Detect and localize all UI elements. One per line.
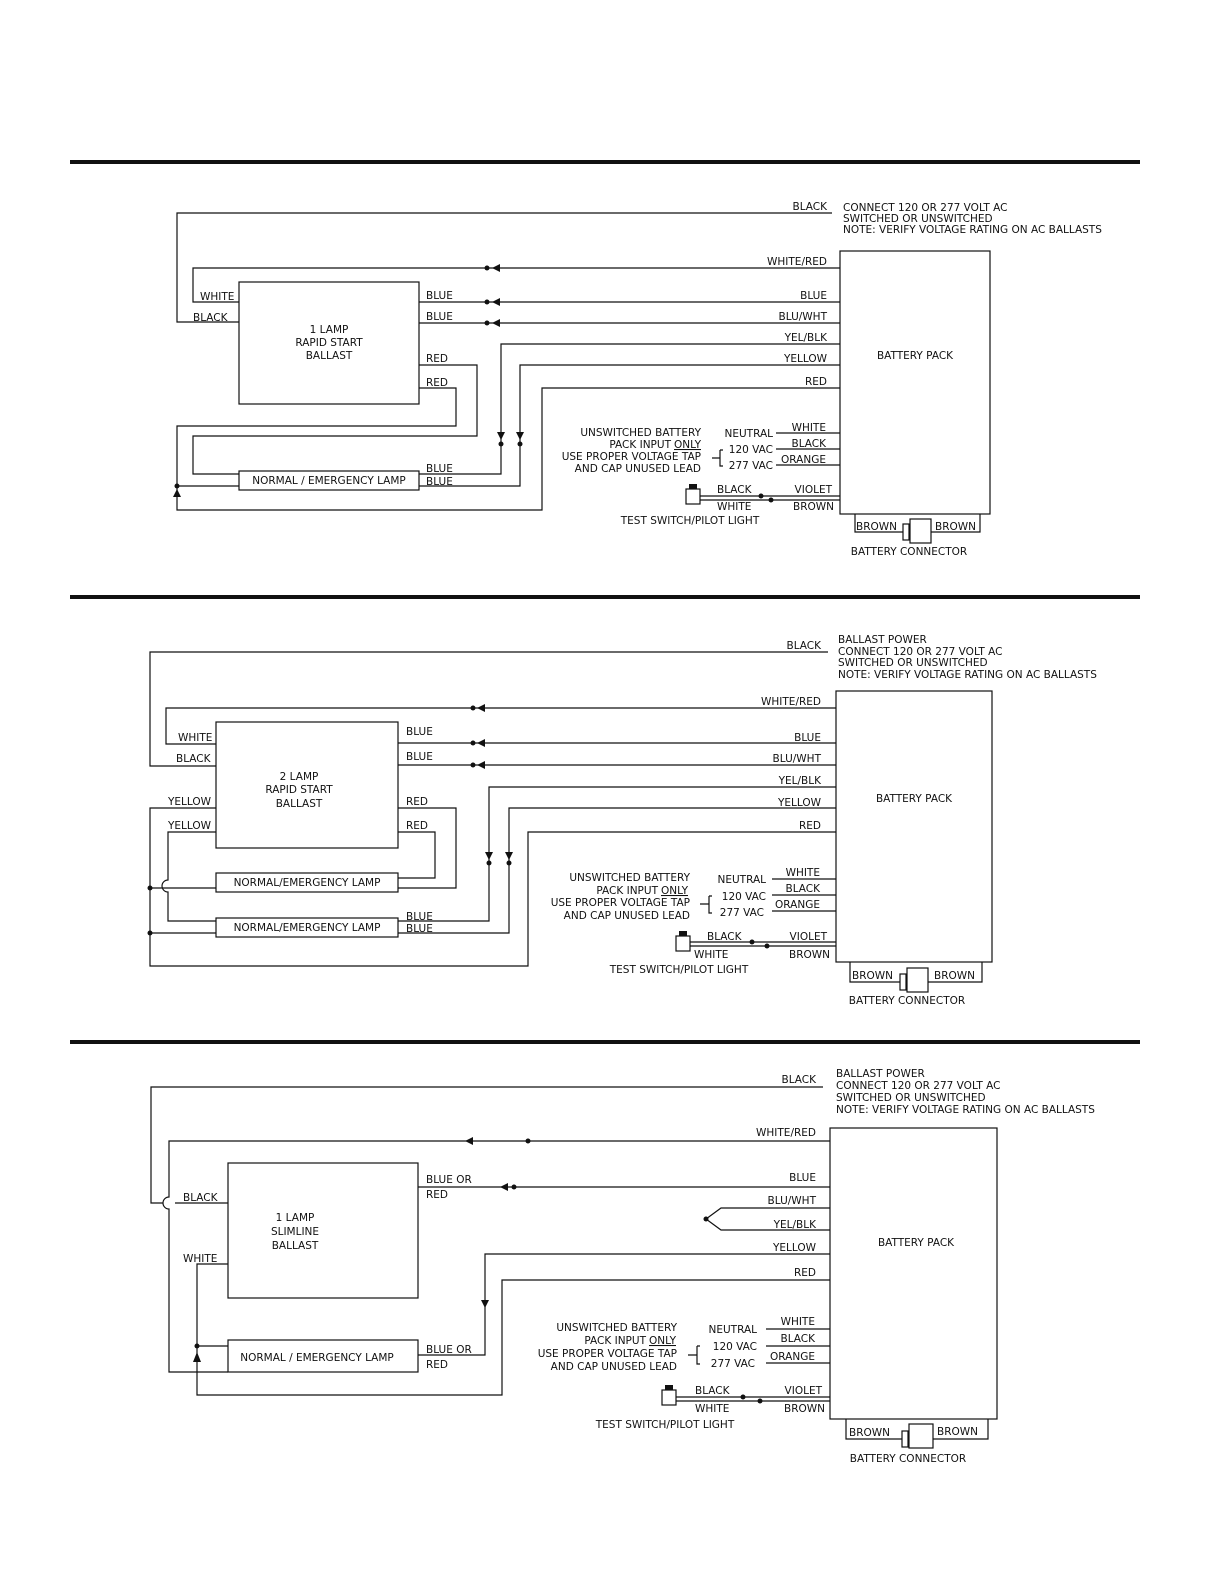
- junction-blue: [485, 300, 490, 305]
- lamp-blue-or: BLUE OR: [426, 1344, 472, 1356]
- arrow-blue: [500, 1183, 508, 1191]
- tap-120: 120 VAC: [721, 891, 766, 903]
- lamp-blue-1: BLUE: [406, 911, 433, 923]
- wire-label-violet: VIOLET: [789, 931, 827, 943]
- ballast-blue-2: BLUE: [406, 751, 433, 763]
- junction-yel-blk: [499, 442, 504, 447]
- battery-pack-label: BATTERY PACK: [876, 350, 954, 362]
- sw-white: WHITE: [717, 501, 752, 513]
- wire-label-brown: BROWN: [788, 949, 830, 961]
- ballast-red-2: RED: [426, 377, 449, 389]
- sw-black: BLACK: [717, 484, 752, 496]
- ballast-label-line-3: BALLAST: [271, 1240, 319, 1252]
- arrow-red: [193, 1352, 201, 1362]
- junction-white-red: [526, 1139, 531, 1144]
- junction-white-red: [485, 266, 490, 271]
- note-line-2: CONNECT 120 OR 277 VOLT AC: [838, 646, 1003, 658]
- ballast-blue-1: BLUE: [406, 726, 433, 738]
- wire-label-yel-blk: YEL/BLK: [778, 775, 821, 787]
- ballast-red: RED: [426, 1189, 449, 1201]
- arrow-yellow: [481, 1300, 489, 1308]
- unswitched-line-4: AND CAP UNUSED LEAD: [563, 910, 690, 922]
- wire-label-black-input: BLACK: [781, 1074, 816, 1086]
- junction-violet: [750, 940, 755, 945]
- conn-brown-left: BROWN: [852, 970, 894, 982]
- ballast-blue-1: BLUE: [426, 290, 453, 302]
- tap-orange: ORANGE: [781, 454, 826, 466]
- ballast-red-1: RED: [406, 796, 429, 808]
- tap-neutral: NEUTRAL: [708, 1324, 757, 1336]
- wire-label-red: RED: [793, 1267, 816, 1279]
- tap-277: 277 VAC: [728, 460, 773, 472]
- wire-label-red: RED: [804, 376, 827, 388]
- lamp-label: NORMAL / EMERGENCY LAMP: [252, 475, 406, 487]
- wire-label-brown: BROWN: [783, 1403, 825, 1415]
- note-line-3: SWITCHED OR UNSWITCHED: [836, 1092, 986, 1104]
- arrow-blue: [477, 739, 485, 747]
- ballast-black-label: BLACK: [193, 312, 228, 324]
- note-line-2: CONNECT 120 OR 277 VOLT AC: [836, 1080, 1001, 1092]
- wire-label-black-input: BLACK: [792, 201, 827, 213]
- test-switch-button-icon: [689, 484, 697, 489]
- battery-pack-label: BATTERY PACK: [875, 793, 953, 805]
- ballast-yellow-2: YELLOW: [168, 820, 212, 832]
- unswitched-line-4: AND CAP UNUSED LEAD: [550, 1361, 677, 1373]
- wire-label-yellow: YELLOW: [783, 353, 827, 365]
- junction-blu-wht: [485, 321, 490, 326]
- ballast-label-line-1: 1 LAMP: [275, 1212, 315, 1224]
- ballast-label-line-1: 1 LAMP: [309, 324, 349, 336]
- tap-black: BLACK: [780, 1333, 815, 1345]
- note-line-1: BALLAST POWER: [836, 1068, 925, 1080]
- diagram-1: [173, 201, 1102, 558]
- test-switch-button-icon: [679, 931, 687, 936]
- note-line-1: CONNECT 120 OR 277 VOLT AC: [843, 202, 1008, 214]
- lamp-label-1: NORMAL/EMERGENCY LAMP: [233, 877, 381, 889]
- unswitched-line-2: PACK INPUT: [609, 439, 671, 451]
- tap-white: WHITE: [791, 422, 826, 434]
- connector-socket: [909, 1424, 933, 1448]
- lamp-blue-2: BLUE: [406, 923, 433, 935]
- tap-black: BLACK: [791, 438, 826, 450]
- unswitched-only: ONLY: [661, 885, 688, 897]
- junction-violet: [759, 494, 764, 499]
- wire-label-blue: BLUE: [789, 1172, 816, 1184]
- ballast-white-label: WHITE: [183, 1253, 218, 1265]
- note-line-2: SWITCHED OR UNSWITCHED: [843, 213, 993, 225]
- lamp-blue-2: BLUE: [426, 476, 453, 488]
- ballast-yellow-1: YELLOW: [168, 796, 212, 808]
- conn-brown-right: BROWN: [937, 1426, 979, 1438]
- sw-white: WHITE: [694, 949, 729, 961]
- test-switch-body: [686, 489, 700, 504]
- ballast-blue-or: BLUE OR: [426, 1174, 472, 1186]
- unswitched-line-4: AND CAP UNUSED LEAD: [574, 463, 701, 475]
- tap-120: 120 VAC: [712, 1341, 757, 1353]
- wire-label-white-red: WHITE/RED: [761, 696, 821, 708]
- wire-label-white-red: WHITE/RED: [767, 256, 827, 268]
- unswitched-only: ONLY: [674, 439, 701, 451]
- conn-brown-right: BROWN: [934, 970, 976, 982]
- ballast-blue-2: BLUE: [426, 311, 453, 323]
- tap-277: 277 VAC: [710, 1358, 755, 1370]
- unswitched-line-3: USE PROPER VOLTAGE TAP: [537, 1348, 677, 1360]
- conn-brown-right: BROWN: [935, 521, 977, 533]
- battery-pack-box: [830, 1128, 997, 1419]
- sw-black: BLACK: [695, 1385, 730, 1397]
- test-switch-label: TEST SWITCH/PILOT LIGHT: [609, 964, 749, 976]
- tap-277: 277 VAC: [719, 907, 764, 919]
- ballast-red-1: RED: [426, 353, 449, 365]
- arrow-red: [173, 489, 181, 497]
- junction-brown: [769, 498, 774, 503]
- tap-neutral: NEUTRAL: [717, 874, 766, 886]
- note-line-3: SWITCHED OR UNSWITCHED: [838, 657, 988, 669]
- sw-black: BLACK: [707, 931, 742, 943]
- tap-orange: ORANGE: [775, 899, 820, 911]
- battery-pack-box: [836, 691, 992, 962]
- lamp-red: RED: [426, 1359, 449, 1371]
- connector-plug: [900, 974, 906, 990]
- junction-capped: [704, 1217, 709, 1222]
- tap-black: BLACK: [785, 883, 820, 895]
- tap-white: WHITE: [780, 1316, 815, 1328]
- arrow-yel-blk: [485, 852, 493, 860]
- wire-label-blue: BLUE: [800, 290, 827, 302]
- wire-label-violet: VIOLET: [794, 484, 832, 496]
- ballast-label-line-2: RAPID START: [295, 337, 363, 349]
- unswitched-line-3: USE PROPER VOLTAGE TAP: [561, 451, 701, 463]
- junction-brown: [765, 944, 770, 949]
- test-switch-label: TEST SWITCH/PILOT LIGHT: [595, 1419, 735, 1431]
- wire-ballast-white: [197, 1264, 228, 1346]
- junction-red-2: [148, 931, 153, 936]
- unswitched-line-1: UNSWITCHED BATTERY: [556, 1322, 677, 1334]
- connector-socket: [910, 519, 931, 543]
- ballast-white-label: WHITE: [178, 732, 213, 744]
- diagram-3: [151, 1068, 1095, 1465]
- test-switch-body: [662, 1390, 676, 1405]
- ballast-label-line-2: RAPID START: [265, 784, 333, 796]
- ballast-black-label: BLACK: [176, 753, 211, 765]
- junction-violet: [741, 1395, 746, 1400]
- conn-brown-left: BROWN: [856, 521, 898, 533]
- junction-yel-blk: [487, 861, 492, 866]
- battery-connector-label: BATTERY CONNECTOR: [849, 1453, 967, 1465]
- unswitched-line-2: PACK INPUT: [596, 885, 658, 897]
- note-line-1: BALLAST POWER: [838, 634, 927, 646]
- unswitched-only: ONLY: [649, 1335, 676, 1347]
- arrow-white-red: [465, 1137, 473, 1145]
- diagram-2: [148, 634, 1098, 1007]
- tap-bracket: [688, 1346, 700, 1364]
- unswitched-line-1: UNSWITCHED BATTERY: [569, 872, 690, 884]
- wire-ballast-red-2: [398, 832, 435, 878]
- arrow-yel-blk: [497, 432, 505, 440]
- wire-label-blu-wht: BLU/WHT: [772, 753, 821, 765]
- ballast-white-label: WHITE: [200, 291, 235, 303]
- tap-bracket: [712, 450, 723, 466]
- wire-label-red: RED: [798, 820, 821, 832]
- unswitched-line-1: UNSWITCHED BATTERY: [580, 427, 701, 439]
- test-switch-wires: [676, 1397, 830, 1401]
- tap-white: WHITE: [785, 867, 820, 879]
- arrow-yellow: [516, 432, 524, 440]
- wire-label-white-red: WHITE/RED: [756, 1127, 816, 1139]
- battery-pack-label: BATTERY PACK: [877, 1237, 955, 1249]
- lamp-blue-1: BLUE: [426, 463, 453, 475]
- junction-blu-wht: [471, 763, 476, 768]
- sw-white: WHITE: [695, 1403, 730, 1415]
- connector-socket: [907, 968, 928, 992]
- wire-label-yel-blk: YEL/BLK: [773, 1219, 816, 1231]
- note-line-4: NOTE: VERIFY VOLTAGE RATING ON AC BALLASTS: [838, 669, 1097, 681]
- ballast-label-line-3: BALLAST: [305, 350, 353, 362]
- junction-yellow: [507, 861, 512, 866]
- wire-ballast-yellow-2: [162, 832, 216, 921]
- arrow-white-red: [477, 704, 485, 712]
- arrow-blue: [492, 298, 500, 306]
- battery-connector-label: BATTERY CONNECTOR: [848, 995, 966, 1007]
- lamp-label: NORMAL / EMERGENCY LAMP: [240, 1352, 394, 1364]
- junction-blue: [512, 1185, 517, 1190]
- arrow-blu-wht: [477, 761, 485, 769]
- arrow-blu-wht: [492, 319, 500, 327]
- ballast-black-label: BLACK: [183, 1192, 218, 1204]
- wire-label-violet: VIOLET: [784, 1385, 822, 1397]
- wire-label-yellow: YELLOW: [777, 797, 821, 809]
- tap-120: 120 VAC: [728, 444, 773, 456]
- arrow-white-red: [492, 264, 500, 272]
- wire-label-blu-wht: BLU/WHT: [767, 1195, 816, 1207]
- test-switch-button-icon: [665, 1385, 673, 1390]
- wire-label-black-input: BLACK: [786, 640, 821, 652]
- tap-orange: ORANGE: [770, 1351, 815, 1363]
- lamp-label-2: NORMAL/EMERGENCY LAMP: [233, 922, 381, 934]
- unswitched-line-3: USE PROPER VOLTAGE TAP: [550, 897, 690, 909]
- wire-label-brown: BROWN: [792, 501, 834, 513]
- junction-white-red: [471, 706, 476, 711]
- junction-blue: [471, 741, 476, 746]
- unswitched-line-2: PACK INPUT: [584, 1335, 646, 1347]
- wire-label-blu-wht: BLU/WHT: [778, 311, 827, 323]
- tap-bracket: [700, 896, 712, 913]
- ballast-label-line-1: 2 LAMP: [279, 771, 319, 783]
- conn-brown-left: BROWN: [849, 1427, 891, 1439]
- note-line-3: NOTE: VERIFY VOLTAGE RATING ON AC BALLASTS: [843, 224, 1102, 236]
- connector-plug: [902, 1431, 908, 1447]
- arrow-yellow: [505, 852, 513, 860]
- test-switch-label: TEST SWITCH/PILOT LIGHT: [620, 515, 760, 527]
- junction-yellow: [518, 442, 523, 447]
- wire-label-yel-blk: YEL/BLK: [784, 332, 827, 344]
- tap-neutral: NEUTRAL: [724, 428, 773, 440]
- battery-pack-box: [840, 251, 990, 514]
- ballast-red-2: RED: [406, 820, 429, 832]
- connector-plug: [903, 524, 909, 540]
- junction-brown: [758, 1399, 763, 1404]
- battery-connector-label: BATTERY CONNECTOR: [850, 546, 968, 558]
- wire-label-blue: BLUE: [794, 732, 821, 744]
- ballast-label-line-3: BALLAST: [275, 798, 323, 810]
- test-switch-body: [676, 936, 690, 951]
- ballast-box: [228, 1163, 418, 1298]
- ballast-label-line-2: SLIMLINE: [270, 1226, 320, 1238]
- note-line-4: NOTE: VERIFY VOLTAGE RATING ON AC BALLASTS: [836, 1104, 1095, 1116]
- wire-label-yellow: YELLOW: [772, 1242, 816, 1254]
